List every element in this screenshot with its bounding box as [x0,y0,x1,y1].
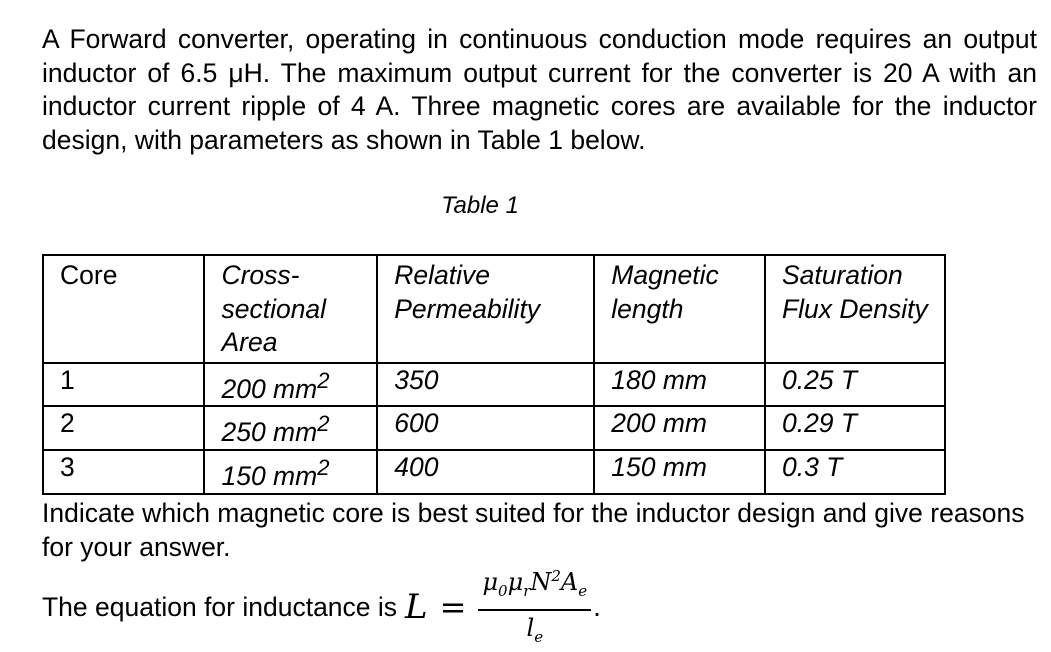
header-relative-permeability: Relative Permeability [377,255,594,363]
cell-core: 3 [43,450,204,494]
cell-length: 180 mm [594,363,765,407]
cell-saturation: 0.3 T [765,450,945,494]
inductance-equation-line [42,567,601,646]
core-parameters-table [42,254,946,495]
equation-fraction [478,562,591,652]
table-caption: Table 1 [441,192,519,219]
cell-area: 250 $mm^2$ [204,406,377,450]
cell-permeability: 350 [377,363,594,407]
cell-length: 150 mm [594,450,765,494]
table-row [43,363,945,407]
header-saturation-flux-density: Saturation Flux Density [765,255,945,363]
table-row [43,406,945,450]
equation-lead-text: The equation for inductance is [42,591,398,622]
cell-saturation: 0.25 T [765,363,945,407]
table-row [43,450,945,494]
equation-numerator: $\mu_0\mu_rN^2A_e$ [478,562,591,611]
equation-equals: = [439,588,467,626]
cell-area: 200 $mm^2$ [204,363,377,407]
question-paragraph: Indicate which magnetic core is best suited for the inductor design and give reasons for your answer. [42,498,1025,562]
header-core: Core [43,255,204,363]
intro-paragraph: A Forward converter, operating in continuous conduction mode requires an output inductor of 6.5 μH. The maximum output current for the converter is 20 A with an inductor current ripple of 4 A. Three magnetic cores are available for the inductor design, with parameters as shown in Table 1 below. [42,24,1037,155]
equation-lhs: L [405,587,428,627]
cell-length: 200 mm [594,406,765,450]
cell-core: 1 [43,363,204,407]
equation-period: . [593,591,601,622]
cell-area: 150 $mm^2$ [204,450,377,494]
cell-permeability: 600 [377,406,594,450]
cell-saturation: 0.29 T [765,406,945,450]
equation-denominator: $l_e$ [526,614,544,646]
header-magnetic-length: Magnetic length [594,255,765,363]
header-cross-sectional-area: Cross-sectional Area [204,255,377,363]
cell-core: 2 [43,406,204,450]
cell-permeability: 400 [377,450,594,494]
table-header-row [43,255,945,363]
